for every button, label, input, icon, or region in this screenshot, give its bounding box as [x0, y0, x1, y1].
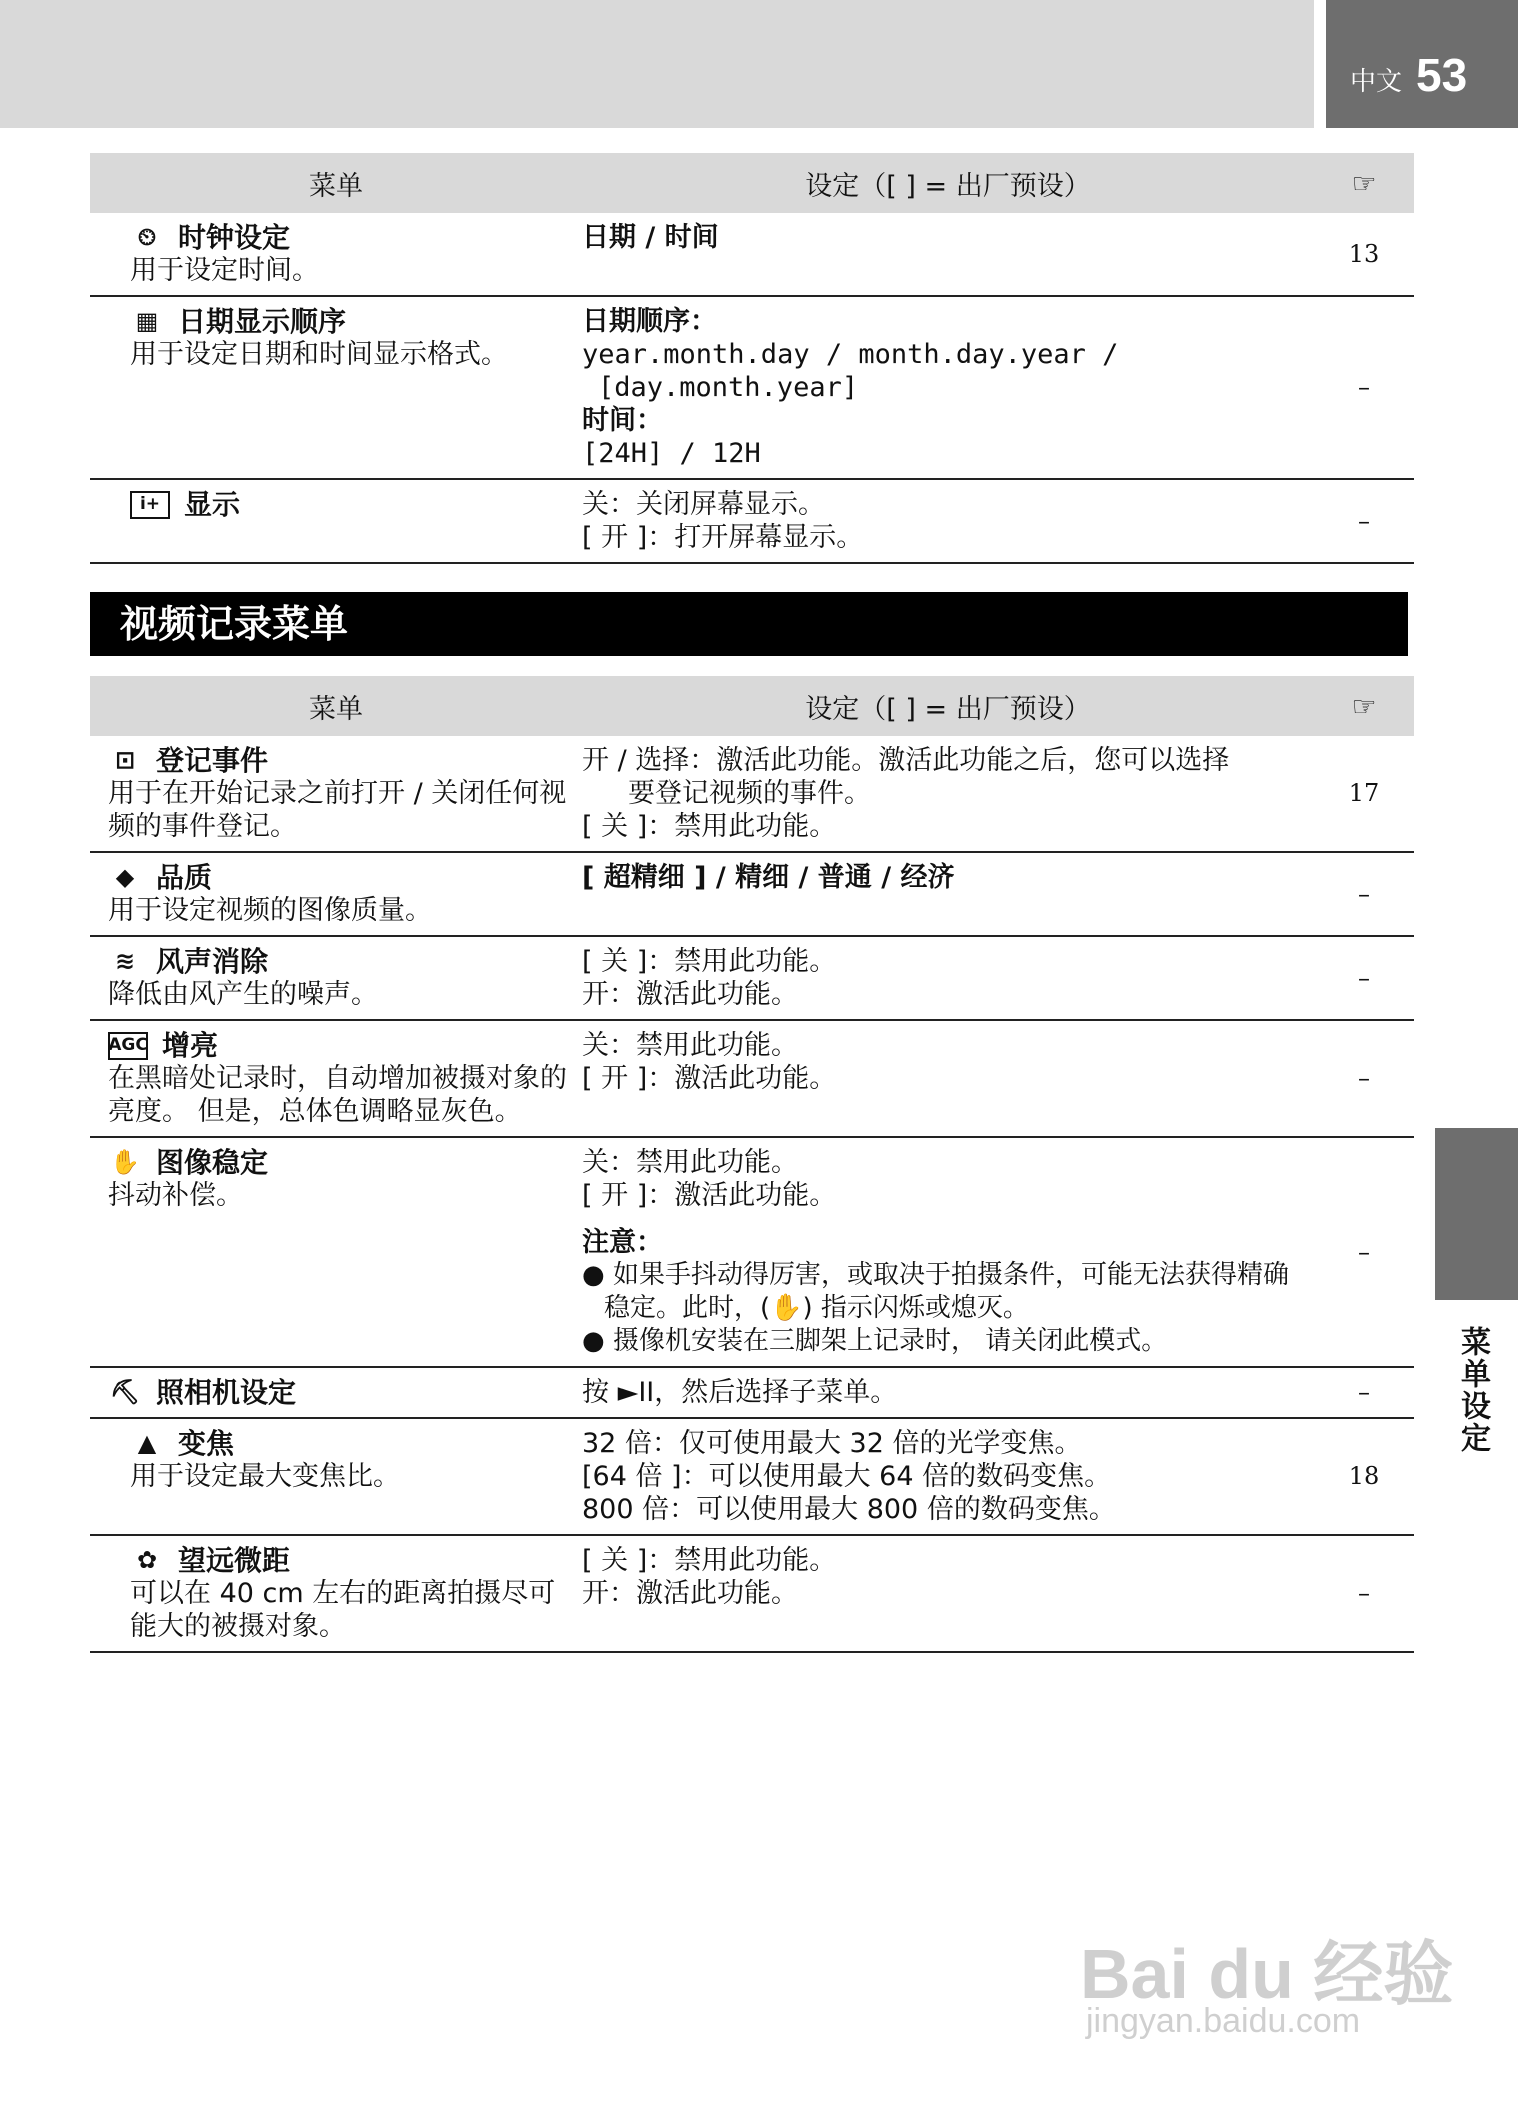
- col-menu: 菜单: [90, 676, 582, 736]
- setting-line: [day.month.year]: [598, 372, 859, 403]
- setting-line: [ 开 ]：激活此功能。: [582, 1063, 837, 1094]
- agc-icon: AGC: [108, 1032, 148, 1060]
- quality-icon: ◆: [115, 863, 135, 891]
- table-row: [90, 1137, 1414, 1367]
- stabilizer-icon: ✋: [110, 1148, 140, 1176]
- note-bullet: ● 如果手抖动得厉害，或取决于拍摄条件，可能无法获得精确稳定。此时，(✋) 指示闪烁或熄灭。: [582, 1260, 1289, 1323]
- menu-desc: 用于设定视频的图像质量。: [108, 895, 432, 926]
- setting-line: [ 关 ]：禁用此功能。: [582, 811, 837, 842]
- page-number-box: [1326, 0, 1518, 128]
- note-title: 注意：: [582, 1227, 663, 1258]
- setting-line: 开：激活此功能。: [582, 1578, 798, 1609]
- settings-table-1: [90, 153, 1414, 564]
- setting-line: 800 倍：可以使用最大 800 倍的数码变焦。: [582, 1494, 1116, 1525]
- setting-line: [ 关 ]：禁用此功能。: [582, 1545, 837, 1576]
- display-icon: i+: [130, 491, 170, 519]
- setting-line: 32 倍：仅可使用最大 32 倍的光学变焦。: [582, 1428, 1082, 1459]
- col-setting: 设定（[ ] = 出厂预设）: [582, 153, 1314, 213]
- page-ref: –: [1314, 479, 1414, 563]
- setting-line: [ 超精细 ] / 精细 / 普通 / 经济: [582, 862, 955, 893]
- reference-icon: ☞: [1314, 676, 1414, 736]
- page-ref: –: [1314, 1367, 1414, 1418]
- menu-title: 风声消除: [156, 945, 269, 978]
- table-row: [90, 1367, 1414, 1418]
- page-ref: –: [1314, 1020, 1414, 1137]
- menu-title: 品质: [156, 861, 213, 894]
- note-bullet: ● 摄像机安装在三脚架上记录时， 请关闭此模式。: [582, 1326, 1168, 1356]
- setting-line: 关：禁用此功能。: [582, 1030, 798, 1061]
- col-menu: 菜单: [90, 153, 582, 213]
- menu-title: 登记事件: [156, 744, 269, 777]
- camera-setting-icon: ⛏: [109, 1378, 141, 1406]
- menu-desc: 在黑暗处记录时，自动增加被摄对象的亮度。 但是，总体色调略显灰色。: [108, 1063, 567, 1127]
- setting-line: 日期顺序：: [582, 306, 717, 337]
- settings-table-2: [90, 676, 1414, 1653]
- page-ref: –: [1314, 296, 1414, 479]
- setting-line: 开 / 选择：激活此功能。激活此功能之后，您可以选择: [582, 745, 1230, 776]
- page-ref: –: [1314, 1535, 1414, 1652]
- menu-title: 时钟设定: [178, 221, 291, 254]
- page-ref: 17: [1314, 736, 1414, 852]
- event-icon: ⊡: [114, 746, 136, 774]
- page-ref: –: [1314, 1137, 1414, 1367]
- table-row: [90, 736, 1414, 852]
- header-bar: [0, 0, 1314, 128]
- menu-desc: 可以在 40 cm 左右的距离拍摄尽可能大的被摄对象。: [130, 1578, 556, 1642]
- watermark-url: jingyan.baidu.com: [1086, 2002, 1361, 2040]
- table-row: [90, 1020, 1414, 1137]
- watermark-logo: Bai du 经验: [1080, 1935, 1454, 2013]
- page-ref: –: [1314, 936, 1414, 1020]
- tele-macro-icon: ✿: [136, 1546, 158, 1574]
- setting-line: [ 开 ]：打开屏幕显示。: [582, 522, 864, 553]
- setting-line: 时间：: [582, 405, 663, 436]
- setting-line: [24H] / 12H: [582, 438, 761, 469]
- setting-line: 要登记视频的事件。: [628, 778, 871, 809]
- table-header: [90, 676, 1414, 736]
- table-row: [90, 852, 1414, 936]
- zoom-icon: ▲: [137, 1429, 157, 1457]
- table-row: [90, 1535, 1414, 1652]
- menu-title: 图像稳定: [156, 1146, 269, 1179]
- setting-line: 关：关闭屏幕显示。: [582, 489, 825, 520]
- menu-title: 显示: [184, 488, 241, 521]
- page-ref: 18: [1314, 1418, 1414, 1535]
- setting-line: [ 开 ]：激活此功能。: [582, 1180, 837, 1211]
- menu-title: 日期显示顺序: [178, 305, 347, 338]
- setting-line: year.month.day / month.day.year /: [582, 339, 1119, 370]
- setting-line: [ 关 ]：禁用此功能。: [582, 946, 837, 977]
- table-row: [90, 479, 1414, 563]
- reference-icon: ☞: [1314, 153, 1414, 213]
- menu-title: 变焦: [178, 1427, 235, 1460]
- table-row: [90, 296, 1414, 479]
- setting-line: [64 倍 ]：可以使用最大 64 倍的数码变焦。: [582, 1461, 1112, 1492]
- setting-line: 开：激活此功能。: [582, 979, 798, 1010]
- setting-line: 日期 / 时间: [582, 222, 719, 253]
- setting-line: 关：禁用此功能。: [582, 1147, 798, 1178]
- language-label: 中文: [1350, 67, 1403, 97]
- menu-title: 增亮: [162, 1029, 219, 1062]
- col-setting: 设定（[ ] = 出厂预设）: [582, 676, 1314, 736]
- menu-title: 照相机设定: [156, 1376, 297, 1409]
- menu-desc: 用于设定时间。: [130, 255, 319, 286]
- date-order-icon: ▦: [135, 307, 159, 335]
- table-header: [90, 153, 1414, 213]
- side-tab-label: 菜单设定: [1455, 1326, 1490, 1454]
- wind-cut-icon: ≋: [114, 947, 136, 975]
- menu-desc: 用于在开始记录之前打开 / 关闭任何视频的事件登记。: [108, 778, 567, 842]
- table-row: [90, 213, 1414, 296]
- setting-line: 按 ►II，然后选择子菜单。: [582, 1377, 898, 1408]
- menu-desc: 抖动补偿。: [108, 1180, 243, 1211]
- menu-desc: 降低由风产生的噪声。: [108, 979, 378, 1010]
- page-ref: –: [1314, 852, 1414, 936]
- menu-desc: 用于设定日期和时间显示格式。: [130, 339, 508, 370]
- menu-desc: 用于设定最大变焦比。: [130, 1461, 400, 1492]
- page-ref: 13: [1314, 213, 1414, 296]
- clock-set-icon: ⏲: [137, 223, 157, 251]
- table-row: [90, 936, 1414, 1020]
- section-title: 视频记录菜单: [90, 592, 1408, 656]
- side-tab: [1435, 1128, 1518, 1300]
- menu-title: 望远微距: [178, 1544, 291, 1577]
- table-row: [90, 1418, 1414, 1535]
- page-number: 53: [1416, 49, 1468, 101]
